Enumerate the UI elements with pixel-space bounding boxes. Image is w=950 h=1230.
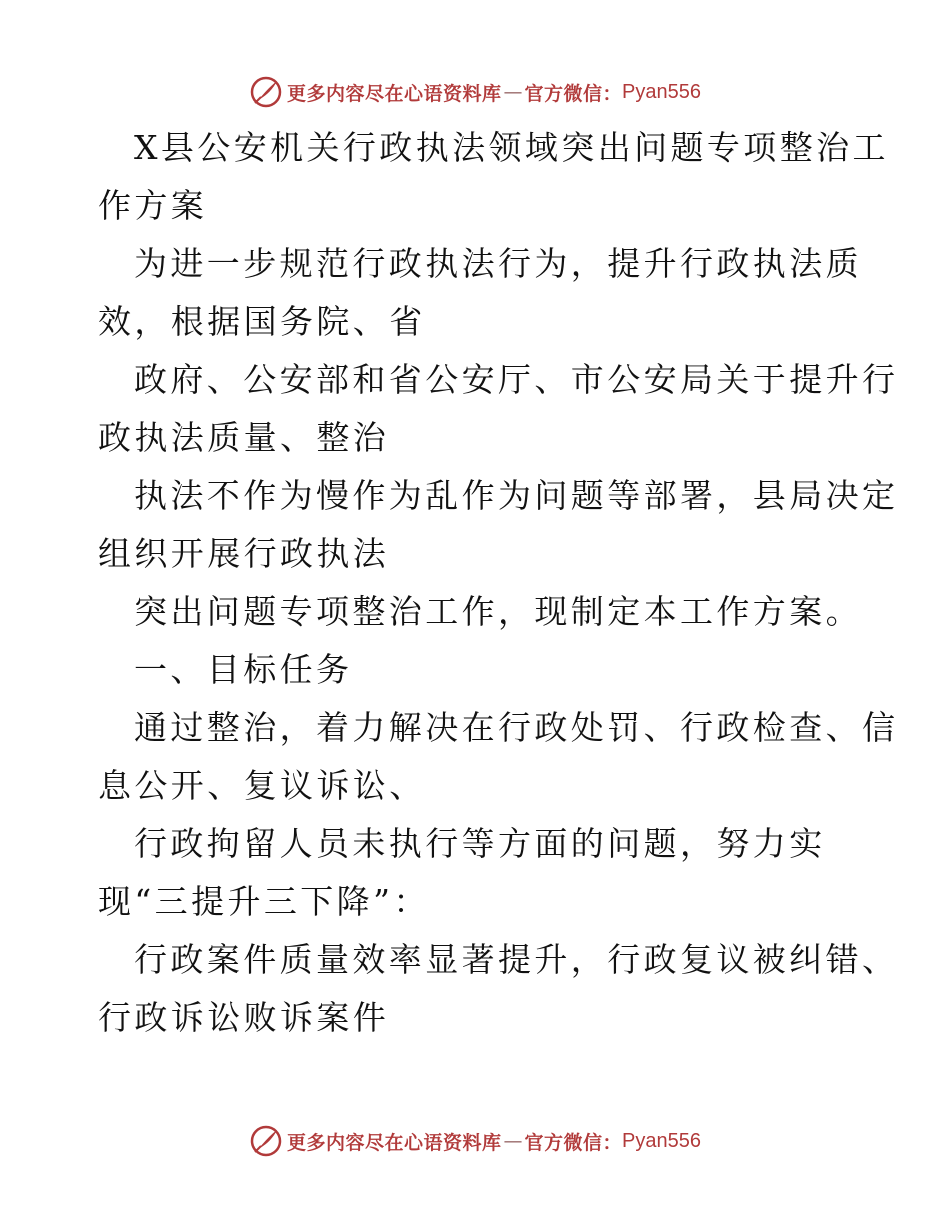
paragraph-line: 行政案件质量效率显著提升，行政复议被纠错、 <box>134 940 899 979</box>
paragraph-line: 行政诉讼败诉案件 <box>98 998 390 1037</box>
header-watermark <box>0 72 950 112</box>
document-title-line-2: 作方案 <box>98 186 208 225</box>
watermark-wechat-id: Pyan556 <box>622 1129 701 1152</box>
paragraph-line: 通过整治，着力解决在行政处罚、行政检查、信 <box>134 708 899 747</box>
watermark-dash: — <box>503 1130 523 1152</box>
quill-pen-logo-icon <box>249 1124 283 1158</box>
quill-pen-logo-icon <box>249 75 283 109</box>
paragraph-line: 突出问题专项整治工作，现制定本工作方案。 <box>134 592 862 631</box>
document-title-line-1: X县公安机关行政执法领域突出问题专项整治工 <box>134 128 889 167</box>
paragraph-line: 现“三提升三下降”： <box>98 882 430 921</box>
paragraph-line: 政执法质量、整治 <box>98 418 390 457</box>
paragraph-line: 行政拘留人员未执行等方面的问题，努力实 <box>134 824 826 863</box>
watermark-dash: — <box>503 81 523 103</box>
paragraph-line: 组织开展行政执法 <box>98 534 390 573</box>
watermark-site-text: 更多内容尽在心语资料库 <box>287 82 502 105</box>
paragraph-line: 效，根据国务院、省 <box>98 302 426 341</box>
paragraph-line: 执法不作为慢作为乱作为问题等部署，县局决定 <box>134 476 899 515</box>
watermark-wechat-label: 官方微信： <box>524 82 623 105</box>
footer-watermark <box>0 1121 950 1161</box>
watermark-wechat-label: 官方微信： <box>524 1131 623 1154</box>
watermark-site-text: 更多内容尽在心语资料库 <box>287 1131 502 1154</box>
paragraph-line: 为进一步规范行政执法行为，提升行政执法质 <box>134 244 862 283</box>
section-heading: 一、目标任务 <box>134 650 353 689</box>
watermark-wechat-id: Pyan556 <box>622 80 701 103</box>
paragraph-line: 息公开、复议诉讼、 <box>98 766 426 805</box>
paragraph-line: 政府、公安部和省公安厅、市公安局关于提升行 <box>134 360 899 399</box>
